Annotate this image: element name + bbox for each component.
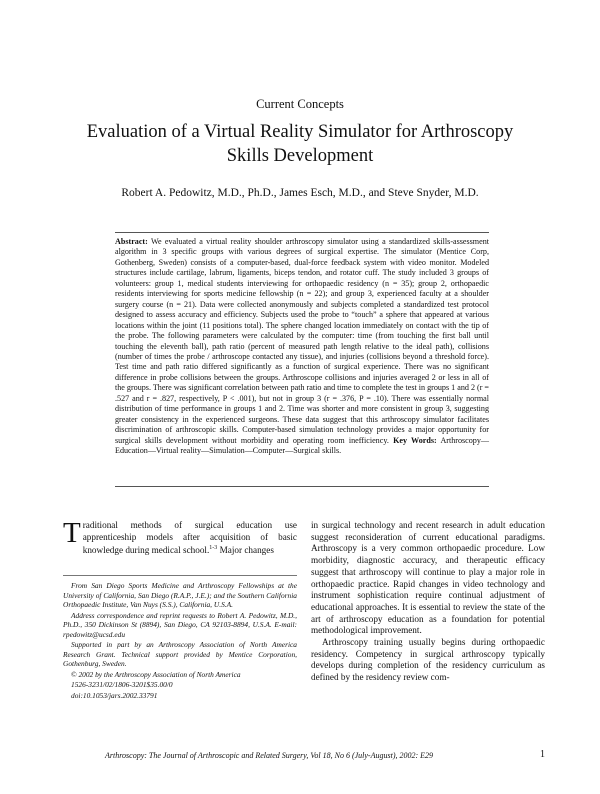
footnote-doi: doi:10.1053/jars.2002.33791 (71, 691, 158, 701)
intro-paragraph (63, 517, 297, 557)
abstract-label: Abstract: (115, 237, 148, 246)
body-paragraph-2: Arthroscopy training usually begins during orthopaedic residency. Competency in surgical arthroscopy typically develops during completion of the residency curriculum as defined by the residency review com- (311, 637, 545, 683)
paper-title (60, 120, 540, 168)
left-column (63, 517, 297, 557)
footnote-correspondence: Address correspondence and reprint requests to Robert A. Pedowitz, M.D., Ph.D., 350 Dickinson St (8894), San Diego, CA 92103-8894, U.S.A. E-mail: rpedowitz@ucsd.edu (63, 610, 297, 639)
keywords-label: Key Words: (393, 435, 437, 445)
footnote-copyright: © 2002 by the Arthroscopy Association of North America (71, 669, 241, 679)
author-list: Robert A. Pedowitz, M.D., Ph.D., James Esch, M.D., and Steve Snyder, M.D. (121, 187, 479, 199)
footnote-issn: 1526-3231/02/1806-3201$35.00/0 (71, 680, 173, 690)
abstract-text: We evaluated a virtual reality shoulder arthroscopy simulator using a standardized skills-assessment algorithm in 3 specific groups with various degrees of surgical expertise. The simulator (Mentice Corp, Gothenberg, Sweden) consists of a computer-based, dual-force feedback system with video monitor. Modeled structures include cartilage, labrum, ligaments, biceps tendon, and rotator cuff. The study included 3 groups of volunteers: group 1, medical students interviewing for orthopaedic residency (n = 35); group 2, orthopaedic residents interviewing for sports medicine fellowship (n = 22); and group 3, experienced faculty at a shoulder surgery course (n = 21). Data were collected anonymously and subjects completed a standardized test protocol designed to assess accuracy and efficiency. Subjects used the probe to “touch” a sphere that appeared at various locations within the joint (11 positions total). The sphere changed location immediately on contact with the tip of the probe. The following parameters were calculated by the computer: time (from touching the first ball until touching the eleventh ball), path ratio (percent of measured path length relative to the ideal path), collisions (number of times the probe / arthroscope contacted any tissue), and injuries (collisions beyond a threshold force). Test time and path ratio differed significantly as a function of surgical experience. There was no significant difference in probe collisions between the groups. Arthroscope collisions and injuries averaged 2 or less in all of the groups. There was significant correlation between path ratio and time to complete the test in groups 1 and 2 (r = .527 and r = .827, respectively, P < .001), but not in group 3 (r = .376, P = .10). There was essentially normal distribution of time performance in groups 1 and 2. Time was shorter and more consistent in group 3, suggesting greater consistency in the experienced surgeons. These data suggest that this arthroscopy simulator facilitates discrimination of arthroscopic skills. Computer-based simulation technology provides a major opportunity for surgical skills development without morbidity and operating room inefficiency. (115, 237, 489, 445)
title-line-2: Skills Development (226, 146, 374, 166)
body-paragraph-1: in surgical technology and recent research in adult education suggest reconsideration of current educational paradigms. Arthroscopy is a very common orthopaedic procedure. Low morbidity, diagnostic accuracy, and therapeutic efficacy suggest that arthroscopy will continue to play a major role in orthopaedic practice. Rapid changes in video technology and instrument sophistication require continual adjustment of educational approaches. It is essential to review the state of the art of arthroscopy education as a foundation for potential methodological improvement. (311, 520, 545, 636)
footnote-affiliation: From San Diego Sports Medicine and Arthroscopy Fellowships at the University of California, San Diego (R.A.P., J.E.); and the Southern California Orthopaedic Institute, Van Nuys (S.S.), California, U.S.A. (63, 581, 297, 610)
intro-text-tail: Major changes (217, 545, 274, 556)
page-number: 1 (540, 749, 545, 760)
abstract (115, 237, 489, 457)
footer-journal: Arthroscopy: The Journal of Arthroscopic and Related Surgery, Vol 18, No 6 (July-August), 2002: E29 (105, 751, 434, 760)
abstract-top-rule (115, 232, 489, 233)
footnotes (63, 581, 297, 702)
footnote-rule (63, 575, 297, 576)
drop-cap: T (63, 517, 81, 549)
intro-text: raditional methods of surgical education use apprenticeship models after acquisition of basic knowledge during medical school. (82, 520, 297, 556)
right-column (311, 520, 545, 684)
footnote-support: Supported in part by an Arthroscopy Association of North America Research Grant. Technical support provided by Mentice Corporation, Gothenburg, Sweden. (63, 640, 297, 669)
abstract-bottom-rule (115, 486, 489, 487)
keywords-text: Arthroscopy—Education—Virtual reality—Simulation—Computer—Surgical skills. (115, 435, 489, 456)
citation-superscript: 1-3 (209, 545, 218, 552)
title-line-1: Evaluation of a Virtual Reality Simulator for Arthroscopy (86, 122, 514, 142)
section-label: Current Concepts (256, 97, 344, 111)
